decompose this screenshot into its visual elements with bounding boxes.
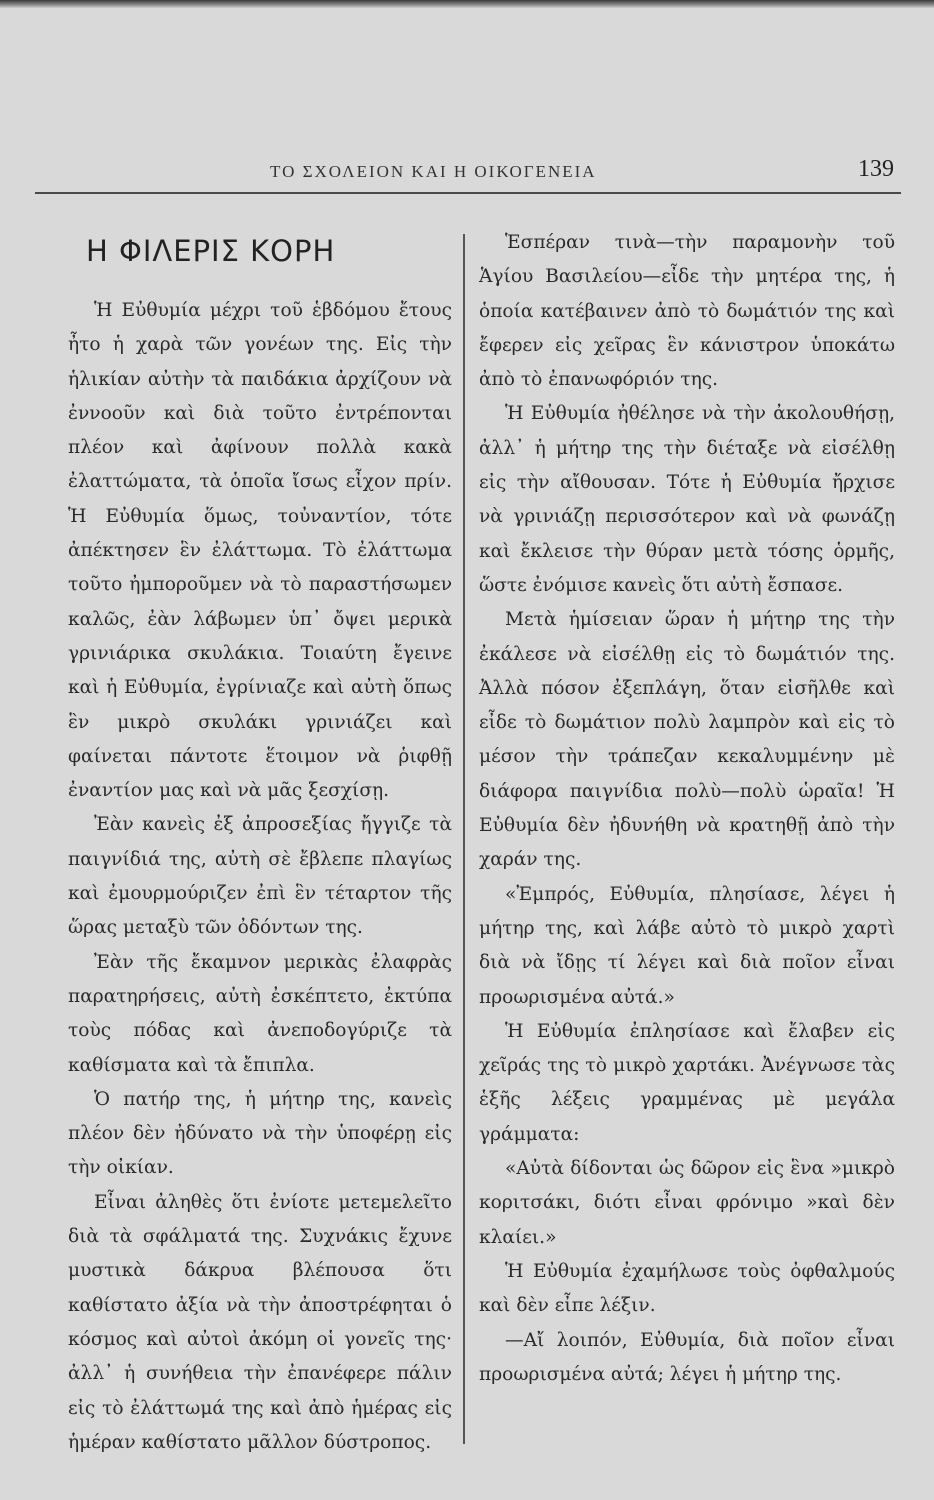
right-column (479, 226, 895, 1392)
page-top-edge (0, 0, 934, 8)
article-title: Η ΦΙΛΕΡΙΣ ΚΟΡΗ (86, 234, 336, 268)
running-header (40, 156, 898, 186)
paragraph: Ἐὰν κανεὶς ἐξ ἀπροσεξίας ἤγγιζε τὰ παιγνίδιά της, αὐτὴ σὲ ἔβλεπε πλαγίως καὶ ἐμουρμούριζεν ἐπὶ ἓν τέταρτον τῆς ὥρας μεταξὺ τῶν ὀδόντων της. (68, 814, 452, 939)
column-divider (463, 234, 465, 1444)
paragraph: «Ἐμπρός, Εὐθυμία, πλησίασε, λέγει ἡ μήτηρ της, καὶ λάβε αὐτὸ τὸ μικρὸ χαρτὶ διὰ νὰ ἴδῃς τί λέγει καὶ διὰ ποῖον εἶναι προωρισμένα αὐτά.» (479, 883, 895, 1008)
left-column (68, 232, 452, 1460)
paragraph: Ἡ Εὐθυμία ἐπλησίασε καὶ ἔλαβεν εἰς χεῖράς της τὸ μικρὸ χαρτάκι. Ἀνέγνωσε τὰς ἑξῆς λέξεις γραμμένας μὲ μεγάλα γράμματα: (479, 1020, 895, 1145)
paragraph: —Αἴ λοιπόν, Εὐθυμία, διὰ ποῖον εἶναι προωρισμένα αὐτά; λέγει ἡ μήτηρ της. (479, 1329, 895, 1385)
paragraph: Ἑσπέραν τινὰ—τὴν παραμονὴν τοῦ Ἁγίου Βασιλείου—εἶδε τὴν μητέρα της, ἡ ὁποία κατέβαινεν ἀπὸ τὸ δωμάτιόν της καὶ ἔφερεν εἰς χεῖρας ἓν κάνιστρον ὑποκάτω ἀπὸ τὸ ἐπανωφόριόν της. (479, 232, 895, 391)
paragraph: Εἶναι ἀληθὲς ὅτι ἐνίοτε μετεμελεῖτο διὰ τὰ σφάλματά της. Συχνάκις ἔχυνε μυστικὰ δάκρυα βλέπουσα ὅτι καθίστατο ἀξία νὰ τὴν ἀποστρέφηται ὁ κόσμος καὶ αὐτοὶ ἀκόμη οἱ γονεῖς της· ἀλλ᾽ ἡ συνήθεια τὴν ἐπανέφερε πάλιν εἰς τὸ ἐλάττωμά της καὶ ἀπὸ ἡμέρας εἰς ἡμέραν καθίστατο μᾶλλον δύστροπος. (68, 1191, 452, 1453)
paragraph: Ὁ πατήρ της, ἡ μήτηρ της, κανεὶς πλέον δὲν ἠδύνατο νὰ τὴν ὑποφέρῃ εἰς τὴν οἰκίαν. (68, 1088, 452, 1179)
paragraph: «Αὐτὰ δίδονται ὡς δῶρον εἰς ἓνα »μικρὸ κοριτσάκι, διότι εἶναι φρόνιμο »καὶ δὲν κλαίει.» (479, 1158, 895, 1248)
header-rule (35, 192, 901, 194)
paragraph: Μετὰ ἡμίσειαν ὥραν ἡ μήτηρ της τὴν ἐκάλεσε νὰ εἰσέλθῃ εἰς τὸ δωμάτιόν της. Ἀλλὰ πόσον ἐξεπλάγη, ὅταν εἰσῆλθε καὶ εἶδε τὸ δωμάτιον πολὺ λαμπρὸν καὶ εἰς τὸ μέσον τὴν τράπεζαν κεκαλυμμένην μὲ διάφορα παιγνίδια πολὺ—πολὺ ὡραῖα! Ἡ Εὐθυμία δὲν ἠδυνήθη νὰ κρατηθῇ ἀπὸ τὴν χαράν της. (479, 609, 895, 871)
paragraph: Ἡ Εὐθυμία ἠθέλησε νὰ τὴν ἀκολουθήσῃ, ἀλλ᾽ ἡ μήτηρ της τὴν διέταξε νὰ εἰσέλθῃ εἰς τὴν αἴθουσαν. Τότε ἡ Εὐθυμία ἤρχισε νὰ γρινιάζῃ περισσότερον καὶ νὰ φωνάζῃ καὶ ἔκλεισε τὴν θύραν μετὰ τόσης ὁρμῆς, ὥστε ἐνόμισε κανεὶς ὅτι αὐτὴ ἔσπασε. (479, 403, 895, 596)
page-number: 139 (858, 156, 894, 182)
paragraph: Ἡ Εὐθυμία ἐχαμήλωσε τοὺς ὀφθαλμούς καὶ δὲν εἶπε λέξιν. (479, 1260, 895, 1317)
paragraph: Ἐὰν τῆς ἔκαμνον μερικὰς ἐλαφρὰς παρατηρήσεις, αὐτὴ ἐσκέπτετο, ἐκτύπα τοὺς πόδας καὶ ἀνεποδογύριζε τὰ καθίσματα καὶ τὰ ἔπιπλα. (68, 951, 452, 1076)
running-title: ΤΟ ΣΧΟΛΕΙΟΝ ΚΑΙ Η ΟΙΚΟΓΕΝΕΙΑ (270, 162, 597, 181)
paragraph: Ἡ Εὐθυμία μέχρι τοῦ ἑβδόμου ἔτους ἦτο ἡ χαρὰ τῶν γονέων της. Εἰς τὴν ἡλικίαν αὐτὴν τὰ παιδάκια ἀρχίζουν νὰ ἐννοοῦν καὶ διὰ τοῦτο ἐντρέπονται πλέον καὶ ἀφίνουν πολλὰ κακὰ ἐλαττώματα, τὰ ὁποῖα ἴσως εἶχον πρίν. Ἡ Εὐθυμία ὅμως, τοὐναντίον, τότε ἀπέκτησεν ἓν ἐλάττωμα. Τὸ ἐλάττωμα τοῦτο ἠμποροῦμεν νὰ τὸ παραστήσωμεν καλῶς, ἐὰν λάβωμεν ὑπ᾽ ὄψει μερικὰ γρινιάρικα σκυλάκια. Τοιαύτη ἔγεινε καὶ ἡ Εὐθυμία, ἐγρίνιαζε καὶ αὐτὴ ὅπως ἓν μικρὸ σκυλάκι γρινιάζει καὶ φαίνεται πάντοτε ἕτοιμον νὰ ῥιφθῇ ἐναντίον μας καὶ νὰ μᾶς ξεσχίσῃ. (68, 300, 452, 802)
